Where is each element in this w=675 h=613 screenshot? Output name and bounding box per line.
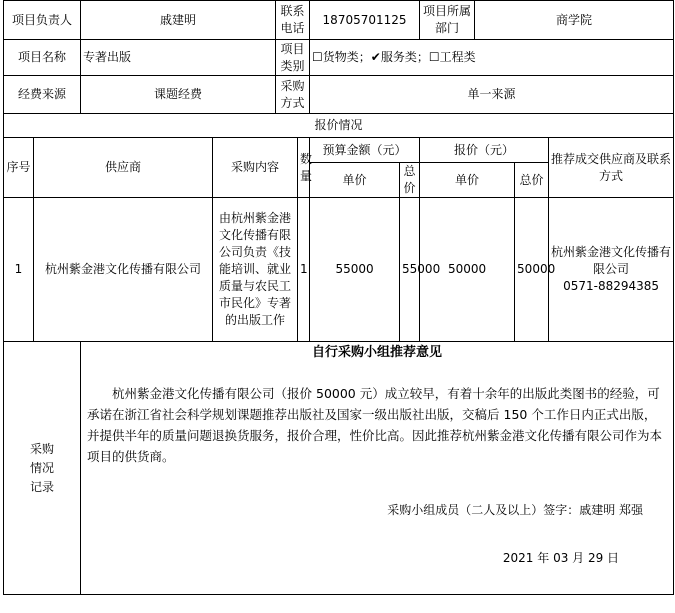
quote-no: 1 (4, 198, 34, 342)
header-budget-total: 总价 (400, 163, 420, 198)
record-label: 采购情况记录 (30, 441, 55, 494)
quote-budget-unit: 55000 (310, 198, 400, 342)
type-project-checkbox[interactable]: ☐工程类 (428, 50, 476, 64)
record-date: 2021 年 03 月 29 日 (502, 551, 620, 565)
header-price: 报价（元） (420, 138, 549, 163)
type-label: 项目类别 (276, 40, 310, 76)
header-supplier: 供应商 (34, 138, 213, 198)
record-content (81, 342, 674, 595)
name-value: 专著出版 (81, 40, 276, 76)
record-body: 杭州紫金港文化传播有限公司（报价 50000 元）成立较早，有着十余年的出版此类图书的经验，可承诺在浙江省社会科学规划课题推荐出版社及国家一级出版社出版，交稿后 150 个工作日内正式出版，并提供半年的质量问题退换货服务，报价合理，性价比高。因此推荐杭州紫金港文化传播有限公司作为本项目的供货商。 (87, 386, 663, 464)
record-title: 自行采购小组推荐意见 (312, 345, 443, 360)
method-value: 单一来源 (310, 76, 674, 114)
type-goods-checkbox[interactable]: ☐货物类； (312, 50, 371, 64)
recommend-phone: 0571-88294385 (563, 279, 660, 293)
header-recommend: 推荐成交供应商及联系方式 (549, 138, 674, 198)
header-price-total: 总价 (515, 163, 549, 198)
quote-price-total: 50000 (515, 198, 549, 342)
quote-recommend (549, 198, 674, 342)
leader-value: 戚建明 (81, 1, 276, 40)
header-content: 采购内容 (213, 138, 298, 198)
row-quote-title (4, 114, 674, 138)
procurement-table (3, 0, 674, 595)
header-price-unit: 单价 (420, 163, 515, 198)
row-quote-header (4, 138, 674, 163)
fund-value: 课题经费 (81, 76, 276, 114)
quote-price-unit: 50000 (420, 198, 515, 342)
phone-label: 联系电话 (276, 1, 310, 40)
row-project (4, 40, 674, 76)
row-record (4, 342, 674, 595)
recommend-name: 杭州紫金港文化传播有限公司 (551, 245, 672, 276)
leader-label: 项目负责人 (4, 1, 81, 40)
row-quote-data (4, 198, 674, 342)
quote-section-title: 报价情况 (4, 114, 674, 138)
header-budget: 预算金额（元） (310, 138, 420, 163)
quote-qty: 1 (298, 198, 310, 342)
row-leader (4, 1, 674, 40)
header-qty: 数量 (298, 138, 310, 198)
quote-content: 由杭州紫金港文化传播有限公司负责《技能培训、就业质量与农民工市民化》专著的出版工作 (213, 198, 298, 342)
row-fund (4, 76, 674, 114)
header-no: 序号 (4, 138, 34, 198)
dept-value: 商学院 (475, 1, 674, 40)
fund-label: 经费来源 (4, 76, 81, 114)
quote-budget-total: 55000 (400, 198, 420, 342)
dept-label: 项目所属部门 (420, 1, 475, 40)
record-label-cell (4, 342, 81, 595)
name-label: 项目名称 (4, 40, 81, 76)
phone-value: 18705701125 (310, 1, 420, 40)
header-budget-unit: 单价 (310, 163, 400, 198)
type-options (310, 40, 674, 76)
record-signature: 采购小组成员（二人及以上）签字：戚建明 郑强 (387, 503, 644, 517)
type-service-checkbox[interactable]: ✔服务类； (370, 50, 429, 64)
quote-supplier: 杭州紫金港文化传播有限公司 (34, 198, 213, 342)
method-label: 采购方式 (276, 76, 310, 114)
